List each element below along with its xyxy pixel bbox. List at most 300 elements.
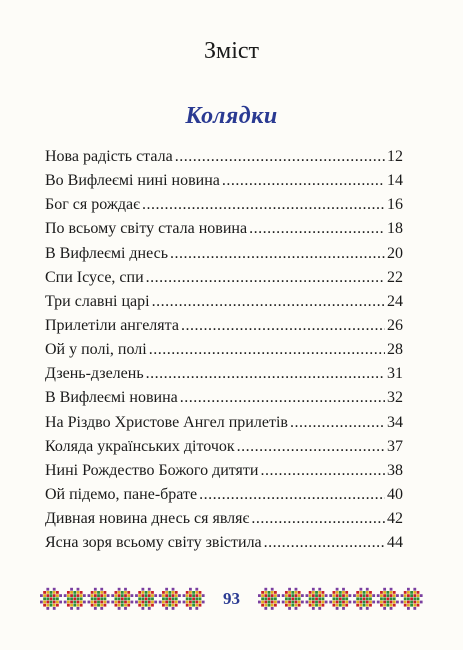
ornament-stitch bbox=[322, 601, 325, 604]
ornament-stitch bbox=[336, 591, 339, 594]
ornament-stitch bbox=[264, 601, 267, 604]
ornament-stitch bbox=[356, 601, 359, 604]
ornament-stitch bbox=[383, 594, 386, 597]
ornament-stitch bbox=[390, 604, 393, 607]
toc-entry-title: Прилетіли ангелята bbox=[45, 316, 179, 334]
ornament-stitch bbox=[309, 597, 312, 600]
toc-entry-title: Нова радість стала bbox=[45, 148, 173, 165]
ornament-stitch bbox=[268, 594, 271, 597]
ornament-stitch bbox=[291, 597, 294, 600]
toc-entry-page: 31 bbox=[387, 365, 403, 383]
ornament-stitch bbox=[359, 594, 362, 597]
ornament-stitch bbox=[274, 594, 277, 597]
ornament-stitch bbox=[277, 594, 280, 597]
ornament-stitch bbox=[359, 588, 362, 591]
toc-entry-title: Ясна зоря всьому світу звістила bbox=[45, 534, 262, 552]
toc-entry-page: 26 bbox=[387, 316, 403, 334]
toc-entry-title: Три славні царі bbox=[45, 292, 150, 310]
ornament-stitch bbox=[333, 597, 336, 600]
ornament-stitch bbox=[413, 591, 416, 594]
ornament-stitch bbox=[410, 601, 413, 604]
toc-leader-dots bbox=[146, 362, 385, 386]
ornament-stitch bbox=[372, 601, 375, 604]
ornament-stitch bbox=[261, 591, 264, 594]
ornament-stitch bbox=[342, 604, 345, 607]
ornament-stitch bbox=[417, 594, 420, 597]
ornament-stitch bbox=[318, 594, 321, 597]
ornament-stitch bbox=[264, 607, 267, 610]
toc-entry bbox=[45, 386, 403, 410]
ornament-stitch bbox=[315, 597, 318, 600]
ornament-stitch bbox=[407, 601, 410, 604]
toc-leader-dots bbox=[180, 386, 385, 410]
toc-entry bbox=[45, 435, 403, 459]
toc-entry bbox=[45, 145, 403, 169]
ornament-stitch bbox=[413, 604, 416, 607]
ornament-stitch bbox=[417, 591, 420, 594]
ornament-stitch bbox=[390, 594, 393, 597]
ornament-stitch bbox=[393, 597, 396, 600]
toc-entry-title: В Вифлеємі днесь bbox=[45, 244, 168, 262]
ornament-stitch bbox=[295, 597, 298, 600]
ornament-stitch bbox=[356, 591, 359, 594]
ornament-stitch bbox=[285, 591, 288, 594]
ornament-stitch bbox=[336, 597, 339, 600]
toc-leader-dots bbox=[152, 290, 385, 314]
toc-entry bbox=[45, 411, 403, 435]
toc-entry-page: 24 bbox=[387, 292, 403, 310]
ornament-stitch bbox=[285, 597, 288, 600]
ornament-stitch bbox=[417, 604, 420, 607]
toc-entry-page: 22 bbox=[387, 268, 403, 286]
ornament-stitch bbox=[413, 601, 416, 604]
ornament-stitch bbox=[325, 601, 328, 604]
ornament-stitch bbox=[413, 607, 416, 610]
ornament-stitch bbox=[309, 591, 312, 594]
toc-entry-title: Бог ся рождає bbox=[45, 196, 140, 214]
ornament-stitch bbox=[345, 604, 348, 607]
ornament-stitch bbox=[369, 601, 372, 604]
ornament-stitch bbox=[295, 601, 298, 604]
toc-leader-dots bbox=[290, 411, 385, 435]
ornament-stitch bbox=[298, 591, 301, 594]
ornament-stitch bbox=[298, 604, 301, 607]
ornament-stitch bbox=[410, 604, 413, 607]
toc-entry bbox=[45, 338, 403, 362]
ornament-stitch bbox=[420, 594, 423, 597]
ornament-stitch bbox=[353, 594, 356, 597]
toc-entry-title: В Вифлеємі новина bbox=[45, 389, 178, 407]
ornament-stitch bbox=[261, 597, 264, 600]
toc-entry-page: 14 bbox=[387, 172, 403, 190]
ornament-stitch bbox=[264, 604, 267, 607]
ornament-stitch bbox=[322, 594, 325, 597]
page-footer bbox=[0, 584, 463, 614]
ornament-stitch bbox=[380, 591, 383, 594]
ornament-stitch bbox=[342, 591, 345, 594]
ornament-stitch bbox=[404, 591, 407, 594]
ornament-stitch bbox=[345, 594, 348, 597]
ornament-stitch bbox=[401, 601, 404, 604]
ornament-stitch bbox=[315, 594, 318, 597]
toc-leader-dots bbox=[264, 531, 385, 555]
ornament-stitch bbox=[404, 604, 407, 607]
ornament-stitch bbox=[363, 601, 366, 604]
ornament-stitch bbox=[264, 594, 267, 597]
ornament-stitch bbox=[309, 604, 312, 607]
ornament-stitch bbox=[264, 591, 267, 594]
toc-entry bbox=[45, 266, 403, 290]
page-number: 93 bbox=[223, 589, 240, 608]
ornament-stitch bbox=[261, 601, 264, 604]
ornament-stitch bbox=[363, 604, 366, 607]
ornament-stitch bbox=[383, 607, 386, 610]
ornament-stitch bbox=[274, 601, 277, 604]
toc-entry-title: Ой у полі, полі bbox=[45, 341, 147, 359]
ornament-stitch bbox=[386, 594, 389, 597]
ornament-stitch bbox=[407, 594, 410, 597]
ornament-stitch bbox=[401, 594, 404, 597]
toc-entry-page: 37 bbox=[387, 437, 403, 455]
toc-leader-dots bbox=[222, 169, 385, 193]
toc-entry bbox=[45, 217, 403, 241]
ornament-stitch bbox=[366, 604, 369, 607]
ornament-stitch bbox=[356, 597, 359, 600]
ornament-stitch bbox=[285, 604, 288, 607]
toc-leader-dots bbox=[142, 193, 385, 217]
toc-entry-page: 38 bbox=[387, 461, 403, 479]
ornament-stitch bbox=[312, 591, 315, 594]
ornament-stitch bbox=[366, 594, 369, 597]
ornament-stitch bbox=[356, 594, 359, 597]
ornament-stitch bbox=[404, 597, 407, 600]
ornament-stitch bbox=[380, 601, 383, 604]
toc-entry-title: Во Вифлеємі нині новина bbox=[45, 172, 220, 190]
ornament-stitch bbox=[274, 591, 277, 594]
ornament-stitch bbox=[271, 594, 274, 597]
toc-entry-title: Нині Рождество Божого дитяти bbox=[45, 461, 259, 479]
ornament-stitch bbox=[366, 588, 369, 591]
ornament-stitch bbox=[369, 597, 372, 600]
ornament-stitch bbox=[282, 601, 285, 604]
ornament-stitch bbox=[268, 604, 271, 607]
ornament-stitch bbox=[407, 597, 410, 600]
toc-leader-dots bbox=[146, 266, 385, 290]
toc-leader-dots bbox=[199, 483, 385, 507]
ornament-stitch bbox=[312, 588, 315, 591]
ornament-stitch bbox=[369, 591, 372, 594]
ornament-stitch bbox=[264, 597, 267, 600]
ornament-stitch bbox=[271, 597, 274, 600]
ornament-stitch bbox=[413, 588, 416, 591]
ornament-stitch bbox=[342, 594, 345, 597]
ornament-stitch bbox=[383, 601, 386, 604]
toc-entry-title: Коляда українських діточок bbox=[45, 437, 235, 455]
ornament-stitch bbox=[333, 591, 336, 594]
ornament-stitch bbox=[339, 597, 342, 600]
ornament-stitch bbox=[322, 591, 325, 594]
ornament-stitch bbox=[407, 604, 410, 607]
ornament-stitch bbox=[288, 604, 291, 607]
ornament-stitch bbox=[377, 594, 380, 597]
ornament-stitch bbox=[285, 601, 288, 604]
ornament-stitch bbox=[420, 601, 423, 604]
ornament-stitch bbox=[274, 597, 277, 600]
toc-entry-page: 32 bbox=[387, 389, 403, 407]
toc-entry-title: Спи Ісусе, спи bbox=[45, 268, 144, 286]
ornament-stitch bbox=[413, 597, 416, 600]
ornament-stitch bbox=[366, 607, 369, 610]
section-title: Колядки bbox=[185, 103, 278, 129]
ornament-stitch bbox=[336, 604, 339, 607]
ornament-stitch bbox=[383, 597, 386, 600]
ornament-stitch bbox=[359, 597, 362, 600]
ornament-stitch bbox=[288, 607, 291, 610]
toc-entry bbox=[45, 483, 403, 507]
ornament-stitch bbox=[329, 601, 332, 604]
ornament-stitch bbox=[333, 594, 336, 597]
ornament-stitch bbox=[288, 594, 291, 597]
toc-entry bbox=[45, 507, 403, 531]
ornament-stitch bbox=[417, 601, 420, 604]
ornament-stitch bbox=[315, 604, 318, 607]
toc-entry-page: 40 bbox=[387, 485, 403, 503]
ornament-stitch bbox=[315, 601, 318, 604]
ornament-stitch bbox=[342, 588, 345, 591]
ornament-stitch bbox=[274, 604, 277, 607]
ornament-stitch bbox=[336, 594, 339, 597]
ornament-stitch bbox=[390, 597, 393, 600]
toc-entry-page: 44 bbox=[387, 534, 403, 552]
ornament-stitch bbox=[386, 597, 389, 600]
ornament-stitch bbox=[288, 597, 291, 600]
ornament-stitch bbox=[261, 594, 264, 597]
ornament-stitch bbox=[336, 588, 339, 591]
ornament-stitch bbox=[386, 601, 389, 604]
toc-entry bbox=[45, 169, 403, 193]
ornament-stitch bbox=[268, 591, 271, 594]
ornament-stitch bbox=[393, 601, 396, 604]
toc-entry bbox=[45, 193, 403, 217]
ornament-stitch bbox=[349, 594, 352, 597]
ornament-stitch bbox=[383, 591, 386, 594]
ornament-stitch bbox=[288, 588, 291, 591]
ornament-stitch bbox=[282, 594, 285, 597]
ornament-stitch bbox=[356, 604, 359, 607]
embroidery-ornament-icon bbox=[258, 584, 423, 614]
ornament-stitch bbox=[301, 594, 304, 597]
ornament-stitch bbox=[325, 594, 328, 597]
ornament-stitch bbox=[342, 601, 345, 604]
toc-leader-dots bbox=[237, 435, 385, 459]
ornament-stitch bbox=[258, 601, 261, 604]
ornament-stitch bbox=[271, 588, 274, 591]
toc-entry bbox=[45, 290, 403, 314]
toc-entry-page: 34 bbox=[387, 413, 403, 431]
ornament-stitch bbox=[366, 601, 369, 604]
toc-entry-page: 28 bbox=[387, 341, 403, 359]
ornament-stitch bbox=[393, 604, 396, 607]
ornament-stitch bbox=[342, 597, 345, 600]
ornament-stitch bbox=[345, 591, 348, 594]
ornament-stitch bbox=[306, 601, 309, 604]
toc-leader-dots bbox=[251, 507, 385, 531]
ornament-stitch bbox=[390, 607, 393, 610]
table-of-contents bbox=[45, 145, 403, 555]
ornament-stitch bbox=[329, 594, 332, 597]
ornament-stitch bbox=[301, 601, 304, 604]
ornament-stitch bbox=[333, 604, 336, 607]
ornament-stitch bbox=[393, 591, 396, 594]
toc-entry-title: Дивная новина днесь ся являє bbox=[45, 510, 250, 528]
toc-entry bbox=[45, 242, 403, 266]
toc-entry-page: 42 bbox=[387, 510, 403, 528]
ornament-stitch bbox=[298, 601, 301, 604]
ornament-stitch bbox=[345, 601, 348, 604]
ornament-stitch bbox=[363, 591, 366, 594]
ornament-stitch bbox=[322, 604, 325, 607]
ornament-stitch bbox=[268, 597, 271, 600]
ornament-stitch bbox=[295, 594, 298, 597]
ornament-stitch bbox=[291, 591, 294, 594]
ornament-stitch bbox=[407, 607, 410, 610]
toc-entry-page: 12 bbox=[387, 148, 403, 165]
ornament-stitch bbox=[291, 594, 294, 597]
ornament-stitch bbox=[359, 604, 362, 607]
ornament-stitch bbox=[271, 607, 274, 610]
ornament-stitch bbox=[298, 594, 301, 597]
ornament-stitch bbox=[404, 594, 407, 597]
ornament-stitch bbox=[261, 604, 264, 607]
toc-entry-title: Ой підемо, пане-брате bbox=[45, 485, 198, 503]
ornament-stitch bbox=[410, 597, 413, 600]
ornament-stitch bbox=[336, 607, 339, 610]
toc-entry bbox=[45, 531, 403, 555]
ornament-stitch bbox=[410, 591, 413, 594]
ornament-stitch bbox=[306, 594, 309, 597]
ornament-stitch bbox=[393, 594, 396, 597]
ornament-stitch bbox=[410, 594, 413, 597]
ornament-stitch bbox=[396, 601, 399, 604]
toc-entry-title: Дзень-дзелень bbox=[45, 365, 144, 383]
toc-entry-page: 20 bbox=[387, 244, 403, 262]
ornament-stitch bbox=[298, 597, 301, 600]
ornament-stitch bbox=[407, 588, 410, 591]
ornament-stitch bbox=[291, 604, 294, 607]
ornament-stitch bbox=[285, 594, 288, 597]
ornament-stitch bbox=[271, 604, 274, 607]
ornament-stitch bbox=[363, 594, 366, 597]
ornament-stitch bbox=[312, 597, 315, 600]
ornament-stitch bbox=[295, 604, 298, 607]
ornament-stitch bbox=[277, 601, 280, 604]
ornament-stitch bbox=[359, 601, 362, 604]
page-title: Зміст bbox=[203, 38, 260, 64]
toc-entry bbox=[45, 362, 403, 386]
toc-leader-dots bbox=[260, 459, 385, 483]
ornament-stitch bbox=[366, 591, 369, 594]
toc-leader-dots bbox=[175, 145, 385, 169]
ornament-stitch bbox=[390, 601, 393, 604]
ornament-stitch bbox=[345, 597, 348, 600]
ornament-stitch bbox=[369, 604, 372, 607]
ornament-stitch bbox=[404, 601, 407, 604]
toc-leader-dots bbox=[249, 217, 385, 241]
ornament-stitch bbox=[333, 601, 336, 604]
ornament-stitch bbox=[271, 601, 274, 604]
ornament-stitch bbox=[359, 607, 362, 610]
ornament-stitch bbox=[383, 604, 386, 607]
ornament-stitch bbox=[264, 588, 267, 591]
toc-entry-page: 18 bbox=[387, 220, 403, 238]
ornament-stitch bbox=[339, 604, 342, 607]
ornament-stitch bbox=[322, 597, 325, 600]
ornament-stitch bbox=[380, 597, 383, 600]
ornament-stitch bbox=[380, 594, 383, 597]
ornament-stitch bbox=[271, 591, 274, 594]
ornament-stitch bbox=[386, 591, 389, 594]
ornament-stitch bbox=[295, 588, 298, 591]
ornament-stitch bbox=[339, 594, 342, 597]
toc-entry-page: 16 bbox=[387, 196, 403, 214]
ornament-stitch bbox=[288, 591, 291, 594]
ornament-stitch bbox=[258, 594, 261, 597]
ornament-stitch bbox=[268, 601, 271, 604]
ornament-stitch bbox=[339, 591, 342, 594]
ornament-stitch bbox=[377, 601, 380, 604]
toc-entry bbox=[45, 314, 403, 338]
ornament-stitch bbox=[318, 607, 321, 610]
ornament-stitch bbox=[413, 594, 416, 597]
toc-entry bbox=[45, 459, 403, 483]
ornament-stitch bbox=[312, 607, 315, 610]
ornament-stitch bbox=[359, 591, 362, 594]
ornament-stitch bbox=[349, 601, 352, 604]
ornament-stitch bbox=[386, 604, 389, 607]
ornament-stitch bbox=[390, 591, 393, 594]
ornament-stitch bbox=[318, 604, 321, 607]
ornament-stitch bbox=[390, 588, 393, 591]
ornament-stitch bbox=[315, 591, 318, 594]
ornament-stitch bbox=[295, 591, 298, 594]
ornament-stitch bbox=[318, 601, 321, 604]
ornament-stitch bbox=[342, 607, 345, 610]
toc-leader-dots bbox=[181, 314, 385, 338]
ornament-stitch bbox=[380, 604, 383, 607]
ornament-stitch bbox=[353, 601, 356, 604]
ornament-stitch bbox=[318, 591, 321, 594]
ornament-stitch bbox=[336, 601, 339, 604]
ornament-stitch bbox=[309, 594, 312, 597]
ornament-stitch bbox=[396, 594, 399, 597]
ornament-stitch bbox=[363, 597, 366, 600]
toc-leader-dots bbox=[149, 338, 385, 362]
ornament-stitch bbox=[295, 607, 298, 610]
ornament-stitch bbox=[318, 597, 321, 600]
ornament-stitch bbox=[288, 601, 291, 604]
ornament-stitch bbox=[372, 594, 375, 597]
ornament-stitch bbox=[312, 604, 315, 607]
toc-entry-title: На Різдво Христове Ангел прилетів bbox=[45, 413, 288, 431]
ornament-stitch bbox=[291, 601, 294, 604]
ornament-stitch bbox=[312, 601, 315, 604]
ornament-stitch bbox=[383, 588, 386, 591]
ornament-stitch bbox=[417, 597, 420, 600]
toc-entry-title: По всьому світу стала новина bbox=[45, 220, 248, 238]
ornament-stitch bbox=[369, 594, 372, 597]
ornament-stitch bbox=[309, 601, 312, 604]
ornament-stitch bbox=[339, 601, 342, 604]
